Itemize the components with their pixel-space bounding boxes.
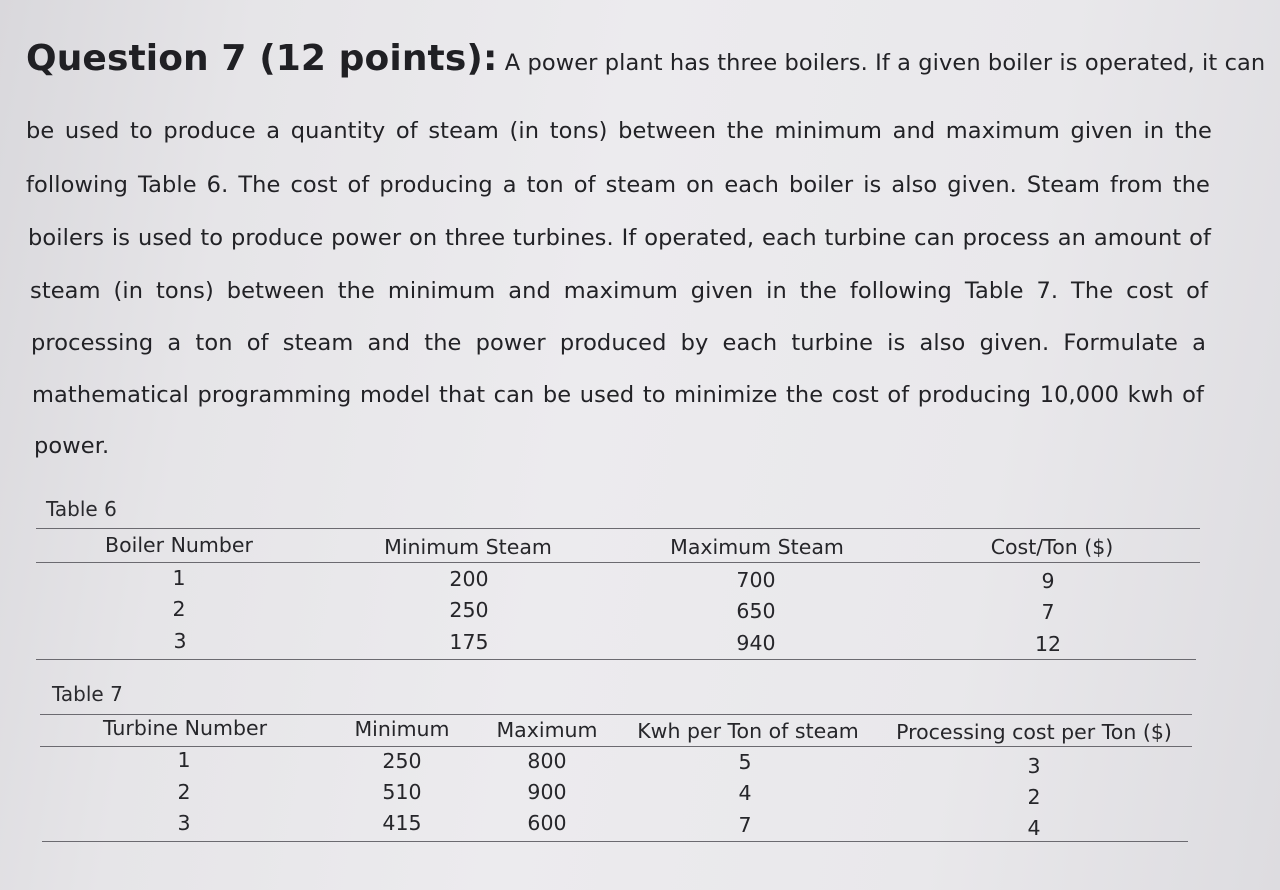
table-7-header-rule	[40, 746, 1192, 747]
table-7-cell: 3	[1027, 754, 1041, 778]
table-6-header: Cost/Ton ($)	[990, 535, 1114, 559]
table-6-header: Boiler Number	[105, 533, 253, 557]
table-6-cell: 175	[449, 630, 489, 654]
table-7-cell: 600	[527, 811, 567, 835]
question-line-3: following Table 6. The cost of producing a ton of steam on each boiler is also given. Steam from the	[26, 172, 1210, 198]
table-6-cell: 12	[1034, 632, 1062, 656]
table-6-cell: 9	[1041, 569, 1055, 593]
table-7-cell: 3	[177, 811, 191, 835]
table-6-header: Maximum Steam	[670, 535, 844, 559]
table-6-cell: 2	[172, 597, 186, 621]
question-heading: Question 7 (12 points):	[26, 38, 498, 79]
table-7-top-rule	[40, 714, 1192, 715]
table-7-cell: 4	[1027, 816, 1041, 840]
question-line-5: steam (in tons) between the minimum and maximum given in the following Table 7. The cost of	[30, 278, 1208, 304]
question-line-4: boilers is used to produce power on three turbines. If operated, each turbine can process an amount of	[28, 225, 1211, 251]
table-7-cell: 250	[382, 749, 422, 773]
question-line-7: mathematical programming model that can be used to minimize the cost of producing 10,000 kwh of	[32, 382, 1204, 408]
question-line-8: power.	[34, 433, 110, 459]
question-line-1	[26, 38, 1266, 79]
table-7-cell: 2	[177, 780, 191, 804]
table-7-header: Processing cost per Ton ($)	[896, 720, 1172, 744]
table-6-header: Minimum Steam	[384, 535, 552, 559]
table-6-cell: 200	[449, 567, 489, 591]
question-line-6: processing a ton of steam and the power produced by each turbine is also given. Formulate a	[31, 330, 1206, 356]
table-7-cell: 415	[382, 811, 422, 835]
question-line-2: be used to produce a quantity of steam (in tons) between the minimum and maximum given in the	[26, 118, 1212, 144]
table-7-cell: 2	[1027, 785, 1041, 809]
table-7-cell: 5	[738, 750, 752, 774]
table-7-cell: 510	[382, 780, 422, 804]
table-6-cell: 3	[173, 629, 187, 653]
table-6-cell: 1	[172, 566, 186, 590]
table-7-cell: 1	[177, 748, 191, 772]
table-6-cell: 250	[449, 598, 489, 622]
table-6-cell: 7	[1041, 600, 1055, 624]
table-6-cell: 700	[736, 568, 776, 592]
table-6-top-rule	[36, 528, 1200, 529]
table-7-bottom-rule	[42, 841, 1188, 842]
table-7-cell: 7	[738, 813, 752, 837]
table-7-header: Maximum	[496, 718, 598, 742]
table-6-cell: 650	[736, 599, 776, 623]
question-line-text: A power plant has three boilers. If a given boiler is operated, it can	[504, 50, 1266, 76]
table-7-header: Minimum	[354, 717, 450, 741]
table-7-cell: 800	[527, 749, 567, 773]
table-7-cell: 4	[738, 781, 752, 805]
table-7-cell: 900	[527, 780, 567, 804]
table-6-caption: Table 6	[46, 497, 117, 521]
table-6-header-rule	[36, 562, 1200, 563]
table-7-header: Turbine Number	[102, 716, 268, 740]
table-6-cell: 940	[736, 631, 776, 655]
table-6-bottom-rule	[36, 659, 1196, 660]
table-7-header: Kwh per Ton of steam	[637, 719, 859, 743]
table-7-caption: Table 7	[52, 682, 123, 706]
